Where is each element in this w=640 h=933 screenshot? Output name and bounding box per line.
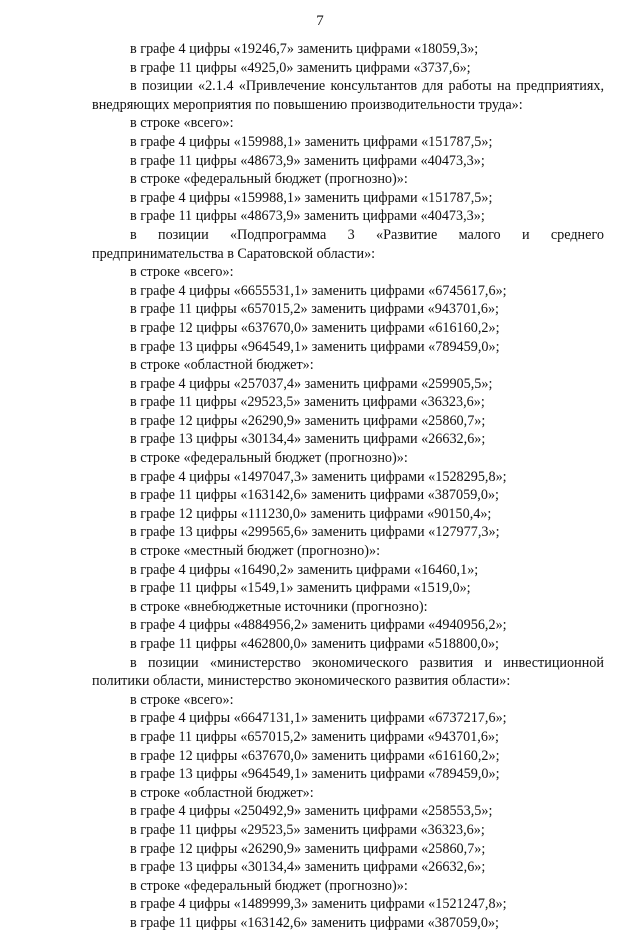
text-line: политики области, министерство экономического развития области»: xyxy=(92,673,511,690)
text-line: в графе 11 цифры «48673,9» заменить цифрами «40473,3»; xyxy=(130,152,485,169)
text-line: в графе 12 цифры «111230,0» заменить цифрами «90150,4»; xyxy=(130,505,492,522)
text-line: в графе 11 цифры «657015,2» заменить цифрами «943701,6»; xyxy=(130,728,499,745)
text-line: в графе 11 цифры «462800,0» заменить цифрами «518800,0»; xyxy=(130,636,499,652)
text-line: в графе 4 цифры «1497047,3» заменить цифрами «1528295,8»; xyxy=(130,468,507,485)
text-line: в графе 4 цифры «4884956,2» заменить цифрами «4940956,2»; xyxy=(130,617,507,634)
text-line: в графе 12 цифры «637670,0» заменить цифрами «616160,2»; xyxy=(130,747,500,764)
text-line: в графе 4 цифры «6655531,1» заменить цифрами «6745617,6»; xyxy=(130,282,507,299)
text-line: в графе 11 цифры «657015,2» заменить цифрами «943701,6»; xyxy=(130,301,499,318)
text-line: в строке «федеральный бюджет (прогнозно)»: xyxy=(130,171,408,188)
text-line: в графе 11 цифры «4925,0» заменить цифрами «3737,6»; xyxy=(130,59,471,76)
text-line: внедряющих мероприятия по повышению производительности труда»: xyxy=(92,96,523,113)
text-line: в графе 13 цифры «964549,1» заменить цифрами «789459,0»; xyxy=(130,766,500,783)
text-line: в строке «местный бюджет (прогнозно)»: xyxy=(130,543,381,560)
text-line: в графе 11 цифры «48673,9» заменить цифрами «40473,3»; xyxy=(130,208,485,225)
text-line: в графе 4 цифры «1489999,3» заменить цифрами «1521247,8»; xyxy=(130,896,507,913)
text-line: в графе 11 цифры «29523,5» заменить цифрами «36323,6»; xyxy=(130,821,485,838)
text-line: в строке «внебюджетные источники (прогнозно): xyxy=(130,598,428,615)
text-line: в графе 12 цифры «26290,9» заменить цифрами «25860,7»; xyxy=(130,412,486,429)
text-line: в строке «федеральный бюджет (прогнозно)»: xyxy=(130,450,408,467)
text-line: в графе 12 цифры «26290,9» заменить цифрами «25860,7»; xyxy=(130,840,486,857)
text-line: в графе 11 цифры «163142,6» заменить цифрами «387059,0»; xyxy=(130,914,499,931)
text-line: в позиции «Подпрограмма 3 «Развитие малого и среднего xyxy=(130,226,604,243)
text-line: в позиции «министерство экономического развития и инвестиционной xyxy=(130,654,604,671)
text-line: в строке «областной бюджет»: xyxy=(130,784,314,801)
text-line: в графе 4 цифры «6647131,1» заменить цифрами «6737217,6»; xyxy=(130,710,507,727)
text-line: в строке «областной бюджет»: xyxy=(130,357,314,374)
text-line: в строке «федеральный бюджет (прогнозно)»: xyxy=(130,877,408,894)
text-line: в графе 4 цифры «19246,7» заменить цифрами «18059,3»; xyxy=(130,41,479,57)
text-line: в строке «всего»: xyxy=(130,264,234,281)
text-line: в графе 4 цифры «16490,2» заменить цифрами «16460,1»; xyxy=(130,561,479,578)
text-line: в графе 4 цифры «257037,4» заменить цифрами «259905,5»; xyxy=(130,375,493,392)
text-line: в позиции «2.1.4 «Привлечение консультантов для работы на предприятиях, xyxy=(130,78,604,95)
text-line: в графе 13 цифры «30134,4» заменить цифрами «26632,6»; xyxy=(130,859,486,876)
text-line: в графе 13 цифры «964549,1» заменить цифрами «789459,0»; xyxy=(130,338,500,355)
text-line: в графе 11 цифры «29523,5» заменить цифрами «36323,6»; xyxy=(130,394,485,411)
text-line: в графе 4 цифры «159988,1» заменить цифрами «151787,5»; xyxy=(130,133,493,150)
text-line: в графе 4 цифры «159988,1» заменить цифрами «151787,5»; xyxy=(130,189,493,206)
text-line: в графе 13 цифры «30134,4» заменить цифрами «26632,6»; xyxy=(130,431,486,448)
text-line: в графе 13 цифры «299565,6» заменить цифрами «127977,3»; xyxy=(130,524,500,541)
page-number: 7 xyxy=(316,13,324,29)
text-line: в графе 4 цифры «250492,9» заменить цифрами «258553,5»; xyxy=(130,803,493,820)
text-line: в графе 11 цифры «163142,6» заменить цифрами «387059,0»; xyxy=(130,487,499,504)
text-line: в строке «всего»: xyxy=(130,691,234,708)
text-line: предпринимательства в Саратовской области»: xyxy=(92,245,376,262)
document-body xyxy=(0,40,640,933)
text-line: в графе 11 цифры «1549,1» заменить цифрами «1519,0»; xyxy=(130,580,471,597)
text-line: в строке «всего»: xyxy=(130,115,234,132)
text-line: в графе 12 цифры «637670,0» заменить цифрами «616160,2»; xyxy=(130,319,500,336)
